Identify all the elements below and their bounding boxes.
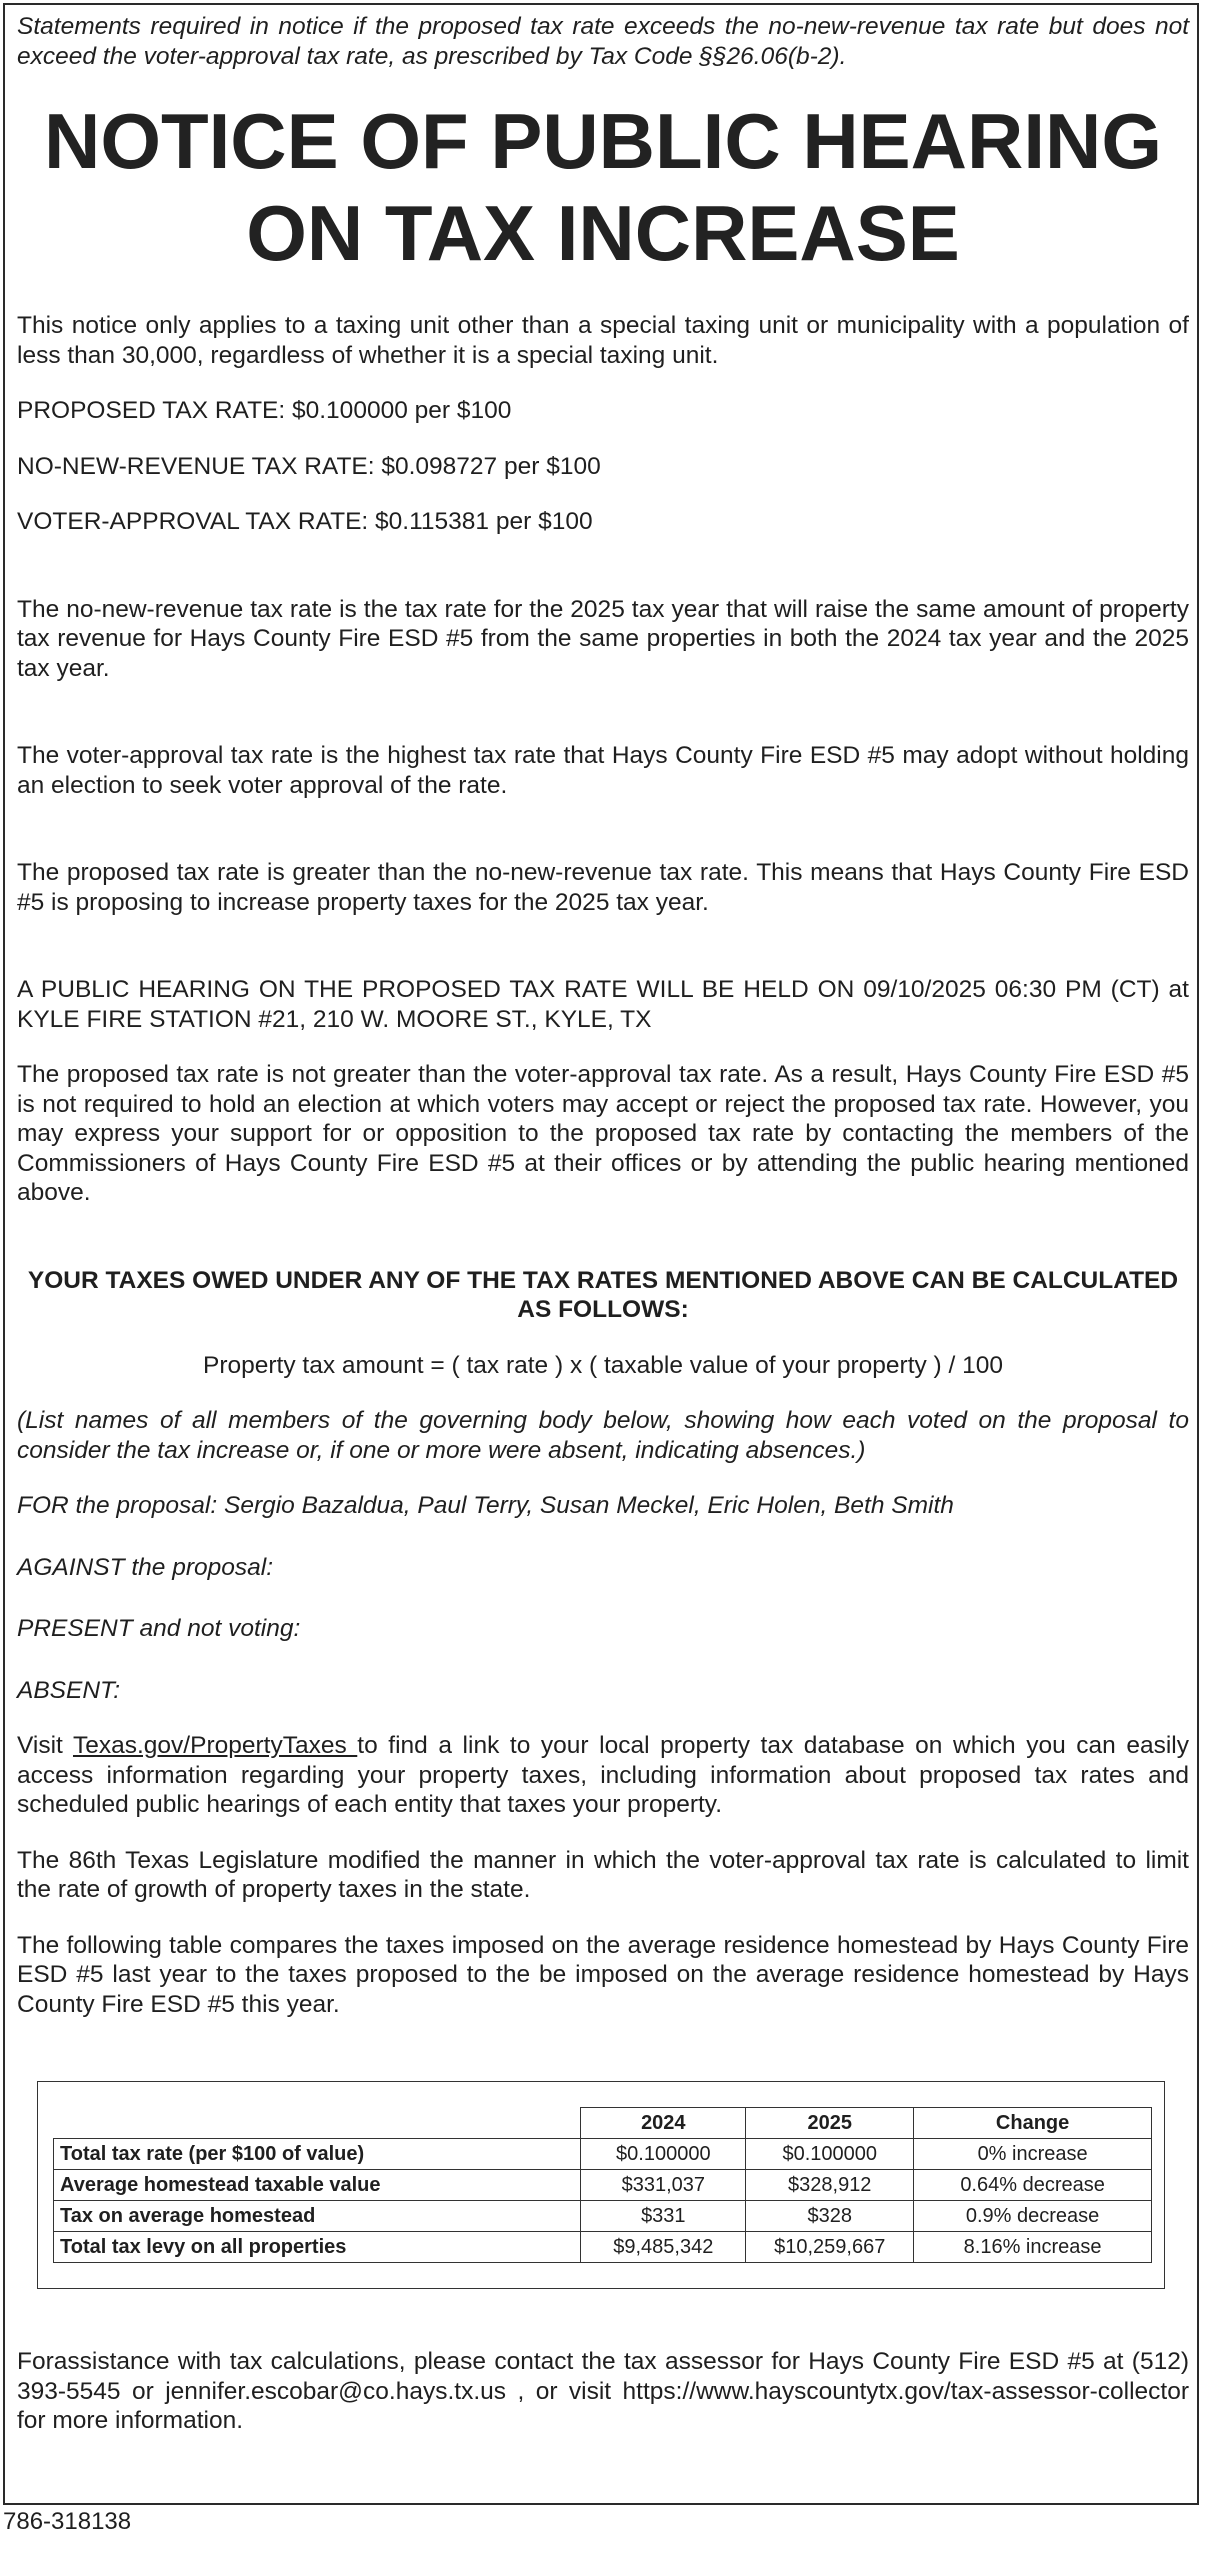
title-line-1: NOTICE OF PUBLIC HEARING [43, 97, 1162, 185]
calc-heading: YOUR TAXES OWED UNDER ANY OF THE TAX RATES MENTIONED ABOVE CAN BE CALCULATED AS FOLLOWS: [27, 1266, 1179, 1323]
table-row [54, 2201, 1152, 2232]
row-label: Total tax rate (per $100 of value) [54, 2139, 581, 2170]
table-row [54, 2139, 1152, 2170]
row-2025: $10,259,667 [746, 2232, 914, 2263]
title-line-2: ON TAX INCREASE [246, 189, 960, 277]
row-2024: $331 [581, 2201, 746, 2232]
row-change: 8.16% increase [914, 2232, 1152, 2263]
row-2024: $331,037 [581, 2170, 746, 2201]
row-change: 0.9% decrease [914, 2201, 1152, 2232]
property-taxes-link[interactable]: Texas.gov/PropertyTaxes [72, 1732, 358, 1759]
row-2024: $9,485,342 [581, 2232, 746, 2263]
hearing-announcement: A PUBLIC HEARING ON THE PROPOSED TAX RATE WILL BE HELD ON 09/10/2025 06:30 PM (CT) at KYLE FIRE STATION #21, 210 W. MOORE ST., KYLE, TX [17, 976, 1189, 1033]
row-2025: $328,912 [746, 2170, 914, 2201]
table-row [54, 2232, 1152, 2263]
table-header-change: Change [914, 2108, 1152, 2139]
table-header-2024: 2024 [581, 2108, 746, 2139]
vote-present: PRESENT and not voting: [17, 1615, 301, 1642]
table-header-row [54, 2108, 1152, 2139]
notice-title [17, 95, 1189, 279]
proposed-rate: PROPOSED TAX RATE: $0.100000 per $100 [17, 397, 512, 424]
table-row [54, 2170, 1152, 2201]
members-instruction: (List names of all members of the governing body below, showing how each voted on the proposal to consider the tax increase or, if one or more were absent, indicating absences.) [17, 1407, 1189, 1464]
row-2025: $328 [746, 2201, 914, 2232]
table-header-2025: 2025 [746, 2108, 914, 2139]
voter-approval-rate: VOTER-APPROVAL TAX RATE: $0.115381 per $100 [17, 508, 593, 535]
row-label: Total tax levy on all properties [54, 2232, 581, 2263]
legislature-note: The 86th Texas Legislature modified the manner in which the voter-approval tax rate is calculated to limit the rate of growth of property taxes in the state. [17, 1846, 1189, 1903]
visit-prefix: Visit [17, 1732, 73, 1759]
visit-suffix: to find a link to your local property tax database on which you can easily access information regarding your property taxes, including information about proposed tax rates and scheduled public hearings of each entity that taxes your property. [17, 1732, 1189, 1818]
not-greater-than-va: The proposed tax rate is not greater than the voter-approval tax rate. As a result, Hays County Fire ESD #5 is not required to hold an election at which voters may accept or reject the proposed tax rate. However, you may express your support for or opposition to the proposed tax rate by contacting the members of the Commissioners of Hays County Fire ESD #5 at their offices or by attending the public hearing mentioned above. [17, 1061, 1189, 1206]
no-new-revenue-rate: NO-NEW-REVENUE TAX RATE: $0.098727 per $100 [17, 452, 601, 480]
row-2025: $0.100000 [746, 2139, 914, 2170]
comparison-table-box [37, 2081, 1165, 2289]
row-change: 0% increase [914, 2139, 1152, 2170]
visit-paragraph [17, 1731, 1189, 1820]
ad-id: 786-318138 [3, 2508, 132, 2535]
table-intro: The following table compares the taxes imposed on the average residence homestead by Hays County Fire ESD #5 last year to the taxes proposed to the be imposed on the average residence homestead by Hays County Fire ESD #5 this year. [17, 1931, 1189, 2018]
row-change: 0.64% decrease [914, 2170, 1152, 2201]
row-2024: $0.100000 [581, 2139, 746, 2170]
comparison-table [53, 2107, 1152, 2263]
vote-for: FOR the proposal: Sergio Bazaldua, Paul Terry, Susan Meckel, Eric Holen, Beth Smith [17, 1492, 954, 1519]
tax-formula: Property tax amount = ( tax rate ) x ( taxable value of your property ) / 100 [202, 1351, 1004, 1379]
va-definition: The voter-approval tax rate is the highest tax rate that Hays County Fire ESD #5 may adopt without holding an election to seek voter approval of the rate. [17, 742, 1189, 799]
assistance-contact: Forassistance with tax calculations, please contact the tax assessor for Hays County Fire ESD #5 at (512) 393-5545 or jennifer.escobar@co.hays.tx.us , or visit https://www.hayscountytx.gov/tax-assessor-collector for more information. [17, 2348, 1189, 2434]
greater-than-nnr: The proposed tax rate is greater than the no-new-revenue tax rate. This means that Hays County Fire ESD #5 is proposing to increase property taxes for the 2025 tax year. [17, 859, 1189, 916]
applies-note: This notice only applies to a taxing unit other than a special taxing unit or municipality with a population of less than 30,000, regardless of whether it is a special taxing unit. [17, 312, 1189, 369]
intro-statement: Statements required in notice if the proposed tax rate exceeds the no-new-revenue tax rate but does not exceed the voter-approval tax rate, as prescribed by Tax Code §§26.06(b-2). [17, 13, 1189, 70]
row-label: Average homestead taxable value [54, 2170, 581, 2201]
notice-content [17, 12, 1189, 2436]
vote-against: AGAINST the proposal: [17, 1553, 274, 1581]
nnr-definition: The no-new-revenue tax rate is the tax rate for the 2025 tax year that will raise the same amount of property tax revenue for Hays County Fire ESD #5 from the same properties in both the 2024 tax year and the 2025 tax year. [17, 595, 1189, 682]
row-label: Tax on average homestead [54, 2201, 581, 2232]
table-header-blank [54, 2108, 581, 2139]
vote-absent: ABSENT: [17, 1676, 121, 1704]
